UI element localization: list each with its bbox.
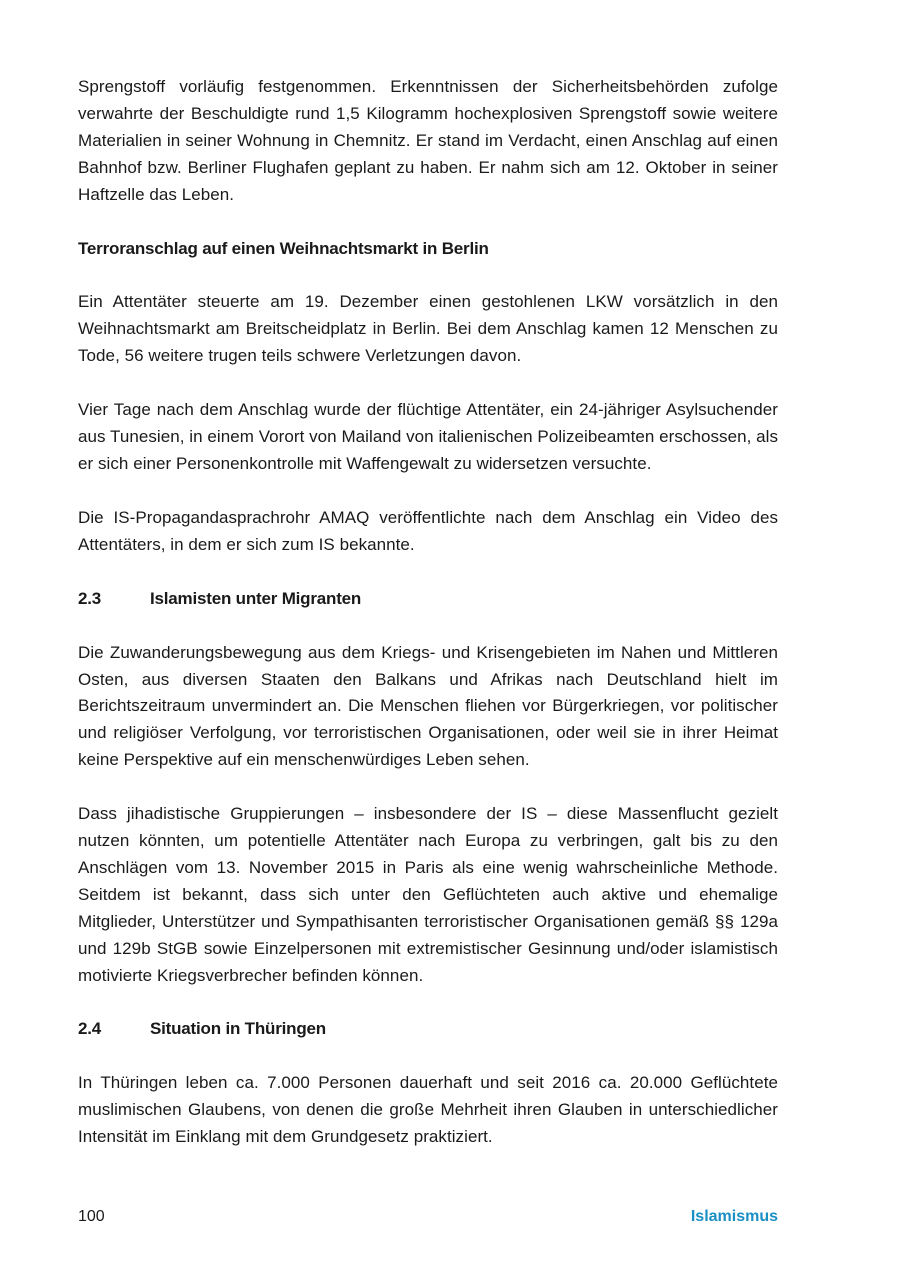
page-content: [78, 74, 778, 1151]
paragraph-arrest: Sprengstoff vorläufig festgenommen. Erkenntnissen der Sicherheitsbehörden zufolge verwahrte der Beschuldigte rund 1,5 Kilogramm hochexplosiven Sprengstoff sowie weitere Materialien in seiner Wohnung in Chemnitz. Er stand im Verdacht, einen Anschlag auf einen Bahnhof bzw. Berliner Flughafen geplant zu haben. Er nahm sich am 12. Oktober in seiner Haftzelle das Leben.: [78, 77, 778, 204]
section-heading-2-3: [78, 586, 778, 613]
section-heading-2-4: [78, 1016, 778, 1043]
section-title: Situation in Thüringen: [150, 1019, 326, 1039]
section-title: Islamisten unter Migranten: [150, 588, 362, 608]
subheading-berlin-attack: Terroranschlag auf einen Weihnachtsmarkt in Berlin: [78, 238, 489, 258]
paragraph-migration: Die Zuwanderungsbewegung aus dem Kriegs- und Krisengebieten im Nahen und Mittleren Osten, aus diversen Staaten den Balkans und Afrikas nach Deutschland hielt im Berichtszeitraum unvermindert an. Die Menschen fliehen vor Bürgerkriegen, vor politischer und religiöser Verfolgung, vor terroristischen Organisationen, oder weil sie in ihrer Heimat keine Perspektive auf ein menschenwürdiges Leben sehen.: [78, 642, 778, 770]
section-number: 2.4: [78, 1019, 102, 1039]
paragraph-amaq-video: Die IS-Propagandasprachrohr AMAQ veröffentlichte nach dem Anschlag ein Video des Attentäters, in dem er sich zum IS bekannte.: [78, 507, 778, 554]
paragraph-jihadist-groups: Dass jihadistische Gruppierungen – insbesondere der IS – diese Massenflucht gezielt nutzen könnten, um potentielle Attentäter nach Europa zu verbringen, galt bis zu den Anschlägen vom 13. November 2015 in Paris als eine wenig wahrscheinliche Methode. Seitdem ist bekannt, dass sich unter den Geflüchteten auch aktive und ehemalige Mitglieder, Unterstützer und Sympathisanten terroristischer Organisationen gemäß §§ 129a und 129b StGB sowie Einzelpersonen mit extremistischer Gesinnung und/oder islamistisch motivierte Kriegsverbrecher befinden können.: [78, 804, 778, 985]
section-label: Islamismus: [690, 1208, 778, 1225]
page-number: 100: [78, 1208, 105, 1225]
paragraph-perpetrator-shot: Vier Tage nach dem Anschlag wurde der flüchtige Attentäter, ein 24-jähriger Asylsuchender aus Tunesien, in einem Vorort von Mailand von italienischen Polizeibeamten erschossen, als er sich einer Personenkontrolle mit Waffengewalt zu widersetzen versuchte.: [78, 400, 779, 473]
page-footer: [78, 1205, 778, 1229]
paragraph-thuringia: In Thüringen leben ca. 7.000 Personen dauerhaft und seit 2016 ca. 20.000 Geflüchtete muslimischen Glaubens, von denen die große Mehrheit ihren Glauben in unterschiedlicher Intensität im Einklang mit dem Grundgesetz praktiziert.: [78, 1073, 778, 1147]
paragraph-attack-description: Ein Attentäter steuerte am 19. Dezember einen gestohlenen LKW vorsätzlich in den Weihnachtsmarkt am Breitscheidplatz in Berlin. Bei dem Anschlag kamen 12 Menschen zu Tode, 56 weitere trugen teils schwere Verletzungen davon.: [78, 292, 778, 366]
section-number: 2.3: [78, 588, 102, 608]
